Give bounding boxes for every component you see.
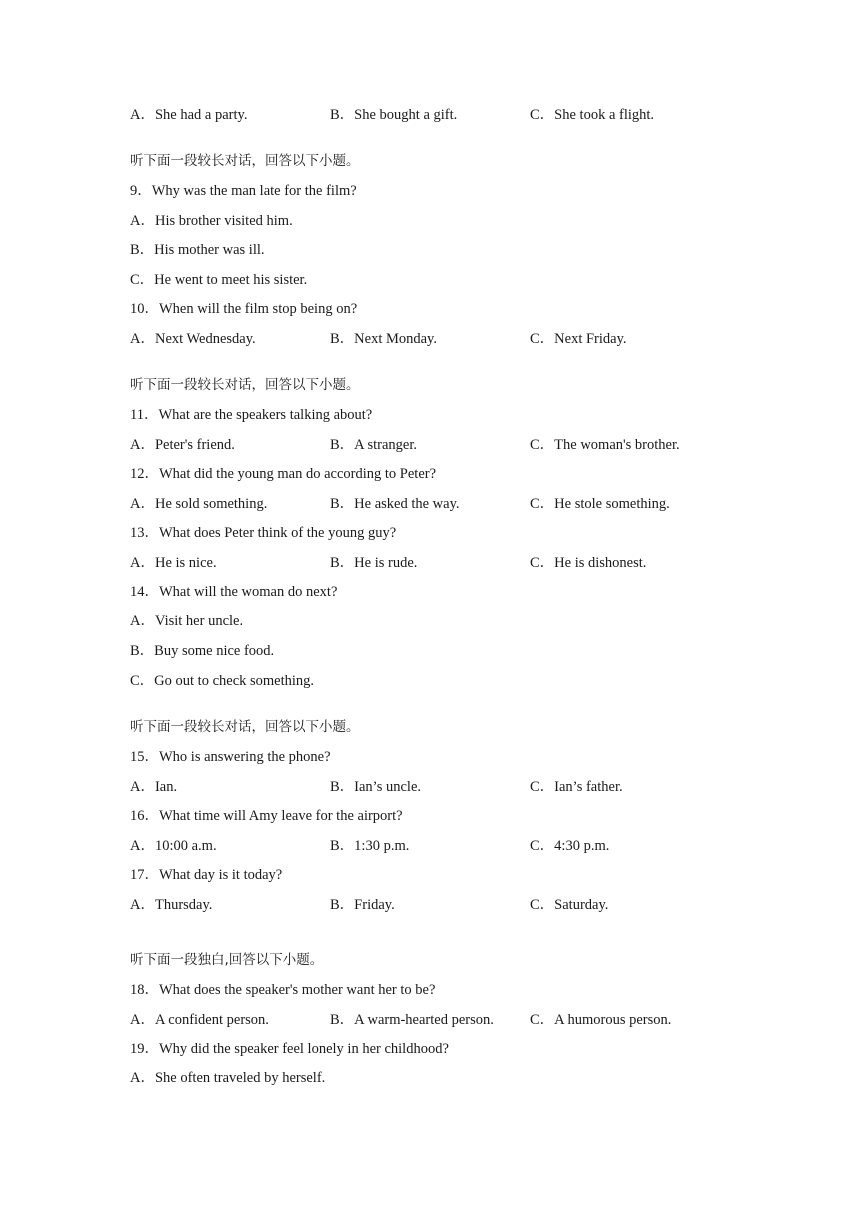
q10-option-c: C．Next Friday. bbox=[530, 331, 627, 347]
q11-option-c: C．The woman's brother. bbox=[530, 437, 680, 453]
q8-option-c: C．She took a flight. bbox=[530, 107, 655, 123]
q10-option-b: B．Next Monday. bbox=[330, 331, 437, 347]
question-19: 19．Why did the speaker feel lonely in her childhood? bbox=[130, 1041, 449, 1057]
q12-option-c: C．He stole something. bbox=[530, 496, 670, 512]
question-18: 18．What does the speaker's mother want her to be? bbox=[130, 982, 436, 998]
q14-option-a: A．Visit her uncle. bbox=[130, 613, 244, 629]
q13-option-a: A．He is nice. bbox=[130, 555, 217, 571]
question-12: 12．What did the young man do according to Peter? bbox=[130, 466, 437, 482]
q19-option-a: A．She often traveled by herself. bbox=[130, 1070, 326, 1086]
q13-option-b: B．He is rude. bbox=[330, 555, 418, 571]
q9-option-c: C．He went to meet his sister. bbox=[130, 272, 308, 288]
q9-option-b: B．His mother was ill. bbox=[130, 242, 265, 258]
q17-option-b: B．Friday. bbox=[330, 897, 395, 913]
question-16: 16．What time will Amy leave for the airport? bbox=[130, 808, 403, 824]
section-heading: 听下面一段较长对话，回答以下小题。 bbox=[130, 377, 360, 393]
q8-option-b: B．She bought a gift. bbox=[330, 107, 458, 123]
q18-option-a: A．A confident person. bbox=[130, 1012, 269, 1028]
q17-option-a: A．Thursday. bbox=[130, 897, 213, 913]
q13-option-c: C．He is dishonest. bbox=[530, 555, 647, 571]
q11-option-b: B．A stranger. bbox=[330, 437, 417, 453]
question-9: 9．Why was the man late for the film? bbox=[130, 183, 357, 199]
q15-option-c: C．Ian’s father. bbox=[530, 779, 623, 795]
question-11: 11．What are the speakers talking about? bbox=[130, 407, 373, 423]
q16-option-c: C．4:30 p.m. bbox=[530, 838, 610, 854]
q17-option-c: C．Saturday. bbox=[530, 897, 609, 913]
q15-option-a: A．Ian. bbox=[130, 779, 178, 795]
section-heading: 听下面一段较长对话，回答以下小题。 bbox=[130, 153, 360, 169]
q18-option-c: C．A humorous person. bbox=[530, 1012, 672, 1028]
section-heading: 听下面一段独白,回答以下小题。 bbox=[130, 952, 324, 968]
q14-option-c: C．Go out to check something. bbox=[130, 673, 315, 689]
q18-option-b: B．A warm-hearted person. bbox=[330, 1012, 494, 1028]
q16-option-b: B．1:30 p.m. bbox=[330, 838, 410, 854]
q9-option-a: A．His brother visited him. bbox=[130, 213, 293, 229]
question-14: 14．What will the woman do next? bbox=[130, 584, 338, 600]
section-heading: 听下面一段较长对话，回答以下小题。 bbox=[130, 719, 360, 735]
q11-option-a: A．Peter's friend. bbox=[130, 437, 235, 453]
question-10: 10．When will the film stop being on? bbox=[130, 301, 358, 317]
question-15: 15．Who is answering the phone? bbox=[130, 749, 331, 765]
question-13: 13．What does Peter think of the young guy? bbox=[130, 525, 397, 541]
q16-option-a: A．10:00 a.m. bbox=[130, 838, 217, 854]
q8-option-a: A．She had a party. bbox=[130, 107, 248, 123]
q10-option-a: A．Next Wednesday. bbox=[130, 331, 256, 347]
question-17: 17．What day is it today? bbox=[130, 867, 283, 883]
q12-option-a: A．He sold something. bbox=[130, 496, 268, 512]
q14-option-b: B．Buy some nice food. bbox=[130, 643, 275, 659]
q15-option-b: B．Ian’s uncle. bbox=[330, 779, 422, 795]
q12-option-b: B．He asked the way. bbox=[330, 496, 460, 512]
